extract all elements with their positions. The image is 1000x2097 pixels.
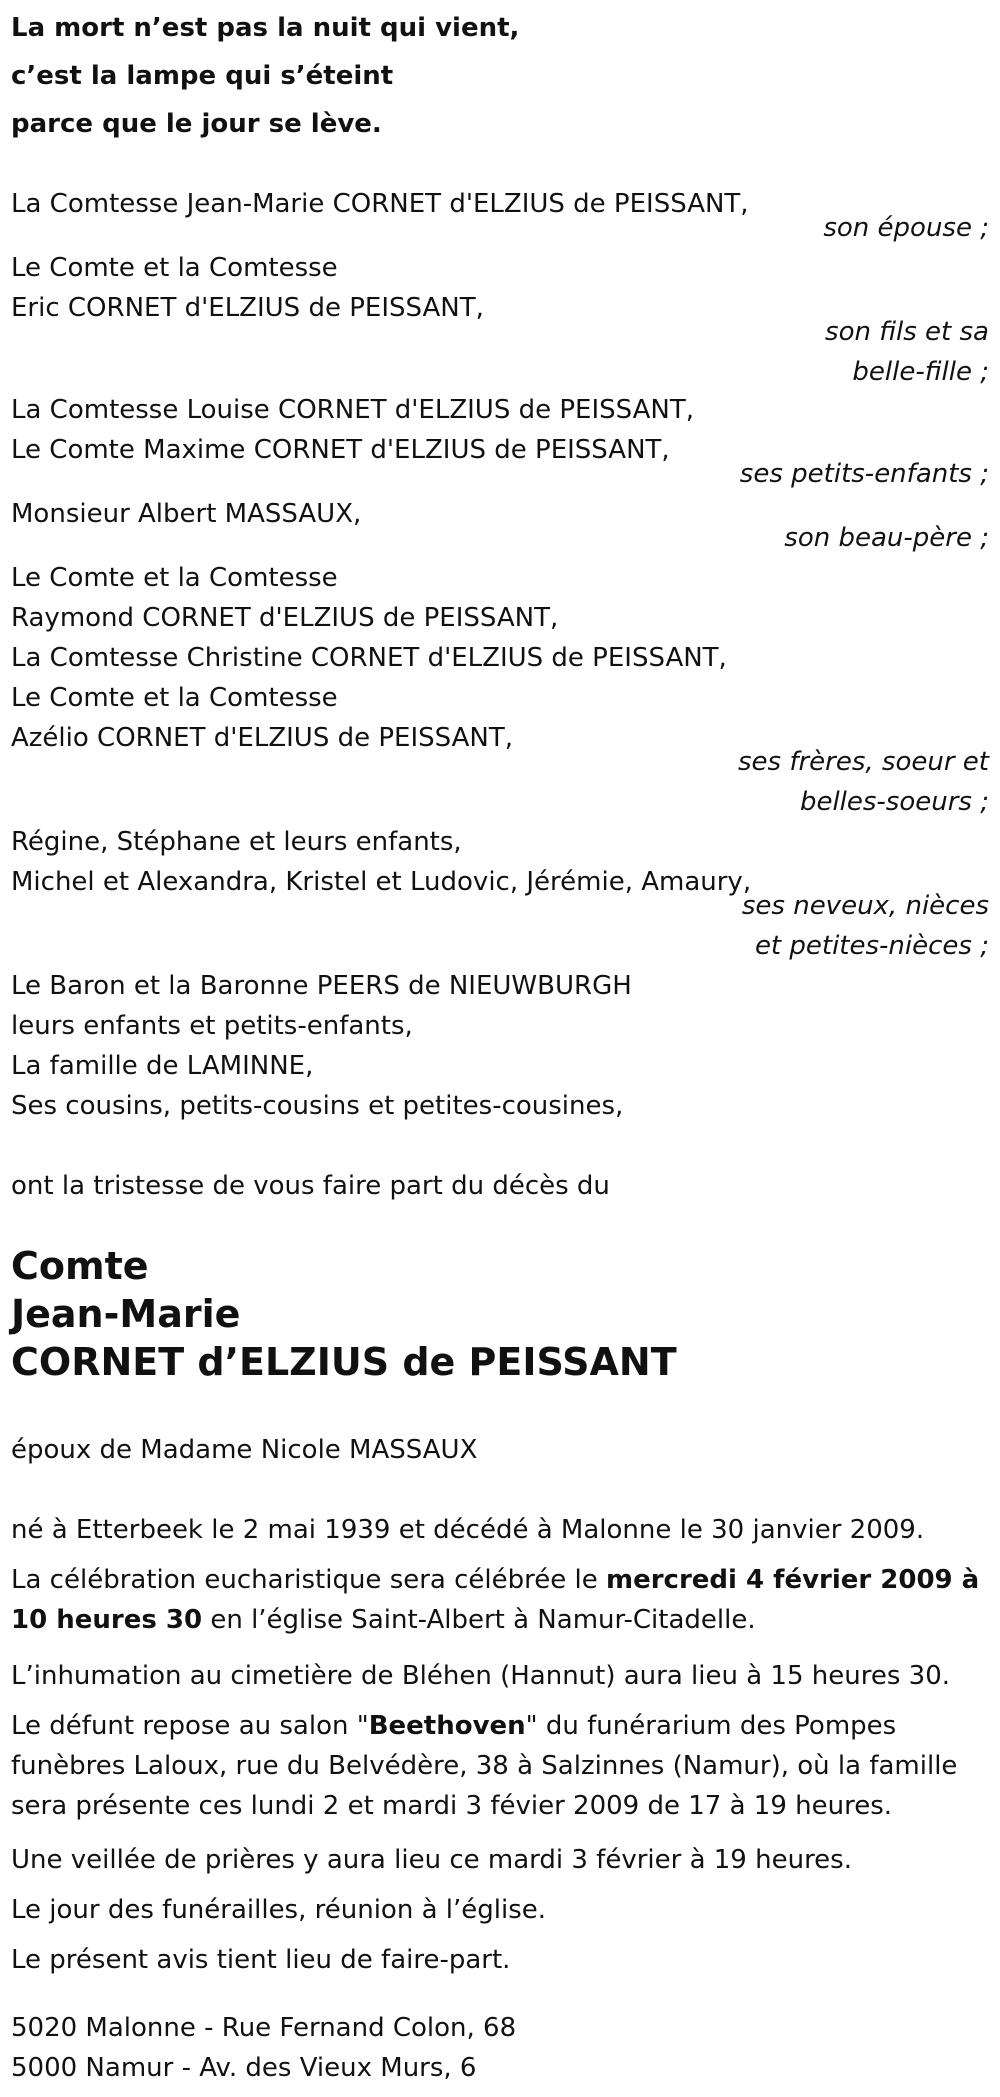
poem-line-2: c’est la lampe qui s’éteint xyxy=(11,61,394,91)
family-line: La Comtesse Louise CORNET d'ELZIUS de PEISSANT, xyxy=(11,395,695,425)
birth-death-line: né à Etterbeek le 2 mai 1939 et décédé à Malonne le 30 janvier 2009. xyxy=(11,1515,925,1545)
family-line: Régine, Stéphane et leurs enfants, xyxy=(11,827,462,857)
address-line: 5000 Namur - Av. des Vieux Murs, 6 xyxy=(11,2053,477,2083)
celebration-paragraph xyxy=(11,1560,989,1640)
deceased-family-name: CORNET d’ELZIUS de PEISSANT xyxy=(11,1340,677,1384)
relation-label: son fils et sa xyxy=(825,317,989,347)
family-line: La Comtesse Christine CORNET d'ELZIUS de PEISSANT, xyxy=(11,643,727,673)
announcement-text: ont la tristesse de vous faire part du décès du xyxy=(11,1171,610,1201)
relation-label: et petites-nièces ; xyxy=(754,931,989,961)
family-line: Le Comte et la Comtesse xyxy=(11,683,338,713)
family-line: La famille de LAMINNE, xyxy=(11,1051,314,1081)
relation-label: ses petits-enfants ; xyxy=(739,459,989,489)
family-line: Le Comte et la Comtesse xyxy=(11,563,338,593)
relation-label: belle-fille ; xyxy=(852,357,989,387)
family-line: Le Baron et la Baronne PEERS de NIEUWBURGH xyxy=(11,971,632,1001)
relation-label: ses frères, soeur et xyxy=(737,747,989,777)
family-line: Ses cousins, petits-cousins et petites-cousines, xyxy=(11,1091,624,1121)
repose-details: " du funérarium des Pompes funèbres Laloux, rue du Belvédère, 38 à Salzinnes (Namur), où la famille sera présente ces lundi 2 et mardi 3 févier 2009 de 17 à 19 heures. xyxy=(11,1711,958,1821)
burial-line: L’inhumation au cimetière de Bléhen (Hannut) aura lieu à 15 heures 30. xyxy=(11,1661,951,1691)
celebration-text: La célébration eucharistique sera célébrée le xyxy=(11,1565,606,1595)
poem-line-1: La mort n’est pas la nuit qui vient, xyxy=(11,13,520,43)
vigil-line: Une veillée de prières y aura lieu ce mardi 3 février à 19 heures. xyxy=(11,1845,852,1875)
deceased-given-name: Jean-Marie xyxy=(11,1292,241,1336)
relation-label: ses neveux, nièces xyxy=(741,891,989,921)
family-line: Le Comte Maxime CORNET d'ELZIUS de PEISSANT, xyxy=(11,435,670,465)
celebration-place: en l’église Saint-Albert à Namur-Citadelle. xyxy=(202,1605,756,1635)
family-line: Monsieur Albert MASSAUX, xyxy=(11,499,362,529)
family-line: La Comtesse Jean-Marie CORNET d'ELZIUS de PEISSANT, xyxy=(11,189,749,219)
family-line: leurs enfants et petits-enfants, xyxy=(11,1011,413,1041)
poem-line-3: parce que le jour se lève. xyxy=(11,109,382,139)
meeting-line: Le jour des funérailles, réunion à l’église. xyxy=(11,1895,547,1925)
celebration-date: mercredi 4 février 2009 à 10 heures 30 xyxy=(11,1565,980,1635)
family-line: Michel et Alexandra, Kristel et Ludovic, Jérémie, Amaury, xyxy=(11,867,752,897)
notice-line: Le présent avis tient lieu de faire-part. xyxy=(11,1945,511,1975)
relation-label: belles-soeurs ; xyxy=(799,787,989,817)
relation-label: son beau-père ; xyxy=(784,523,989,553)
deceased-title: Comte xyxy=(11,1244,149,1288)
repose-text: Le défunt repose au salon " xyxy=(11,1711,369,1741)
family-line: Eric CORNET d'ELZIUS de PEISSANT, xyxy=(11,293,484,323)
salon-name: Beethoven xyxy=(368,1711,526,1741)
family-line: Raymond CORNET d'ELZIUS de PEISSANT, xyxy=(11,603,559,633)
address-line: 5020 Malonne - Rue Fernand Colon, 68 xyxy=(11,2013,517,2043)
spouse-line: époux de Madame Nicole MASSAUX xyxy=(11,1435,478,1465)
family-line: Azélio CORNET d'ELZIUS de PEISSANT, xyxy=(11,723,514,753)
family-line: Le Comte et la Comtesse xyxy=(11,253,338,283)
relation-label: son épouse ; xyxy=(823,213,989,243)
repose-paragraph xyxy=(11,1706,989,1826)
